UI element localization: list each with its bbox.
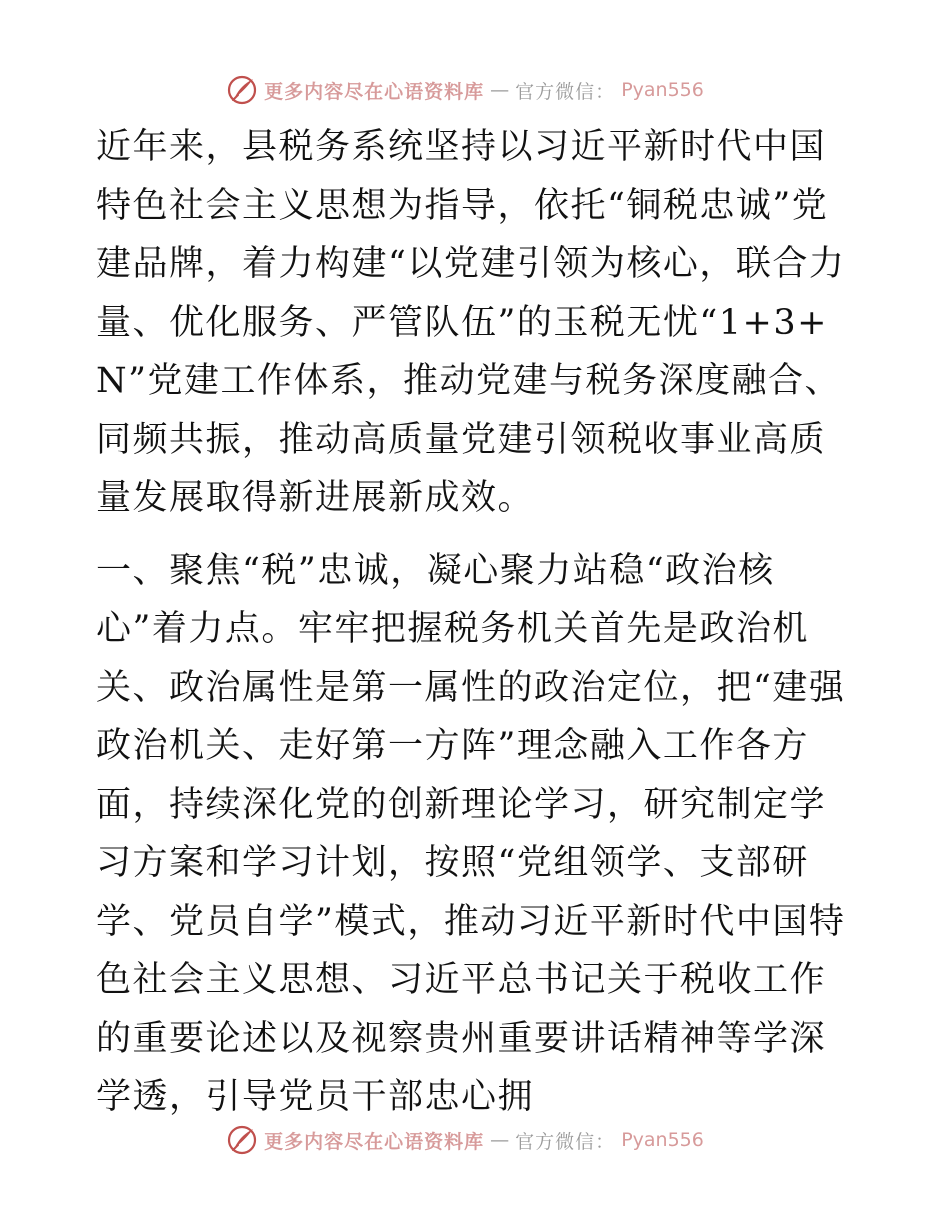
header-watermark-inner xyxy=(226,74,704,106)
footer-banner-wechat-label: 官方微信： xyxy=(515,1130,616,1153)
document-body xyxy=(96,118,856,1127)
paragraph-section-one: 一、聚焦“税”忠诚，凝心聚力站稳“政治核心”着力点。牢牢把握税务机关首先是政治机关、政治属性是第一属性的政治定位，把“建强政治机关、走好第一方阵”理念融入工作各方面，持续深化党的创新理论学习，研究制定学习方案和学习计划，按照“党组领学、支部研学、党员自学”模式，推动习近平新时代中国特色社会主义思想、习近平总书记关于税收工作的重要论述以及视察贵州重要讲话精神等学深学透，引导党员干部忠心拥 xyxy=(96,550,846,1117)
footer-watermark-inner xyxy=(226,1124,704,1156)
header-banner-text: 更多内容尽在心语资料库 xyxy=(264,80,485,103)
paragraph-intro: 近年来，县税务系统坚持以习近平新时代中国特色社会主义思想为指导，依托“铜税忠诚”党建品牌，着力构建“以党建引领为核心，联合力量、优化服务、严管队伍”的玉税无忧“1+3+N”党建工作体系，推动党建与税务深度融合、同频共振，推动高质量党建引领税收事业高质量发展取得新进展新成效。 xyxy=(96,127,846,518)
footer-banner-separator: — xyxy=(490,1129,510,1151)
header-watermark-banner xyxy=(0,70,950,110)
footer-watermark-banner xyxy=(0,1120,950,1160)
header-banner-separator: — xyxy=(490,79,510,101)
footer-banner-text: 更多内容尽在心语资料库 xyxy=(264,1130,485,1153)
quill-logo-icon xyxy=(226,74,258,106)
header-banner-wechat-id: Pyan556 xyxy=(621,79,704,101)
footer-banner-wechat-id: Pyan556 xyxy=(621,1129,704,1151)
quill-logo-icon xyxy=(226,1124,258,1156)
header-banner-wechat-label: 官方微信： xyxy=(515,80,616,103)
